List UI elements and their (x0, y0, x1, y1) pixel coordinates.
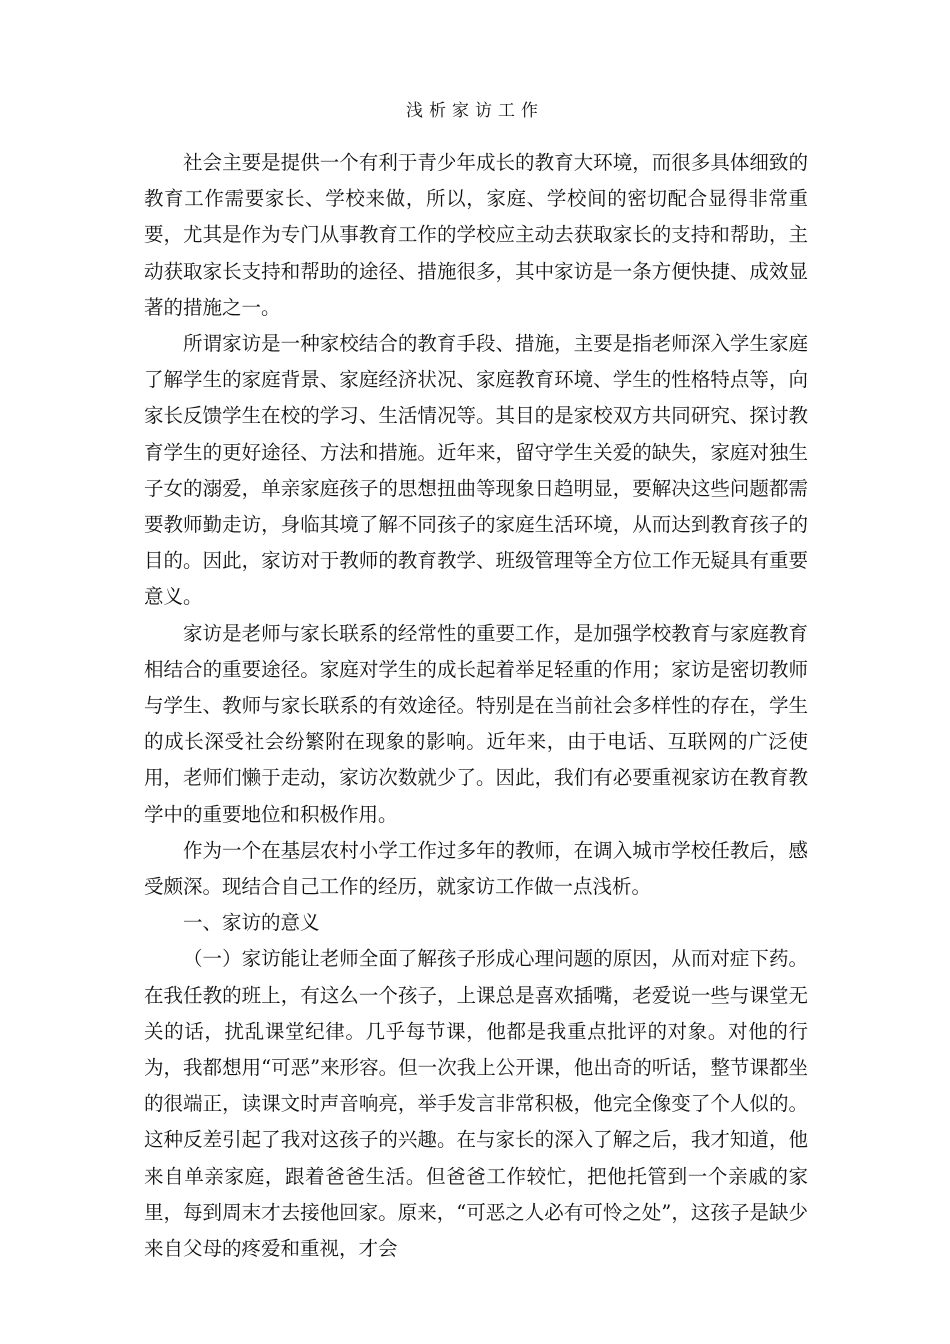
paragraph-intro: 社会主要是提供一个有利于青少年成长的教育大环境，而很多具体细致的教育工作需要家长、学校来做，所以，家庭、学校间的密切配合显得非常重要，尤其是作为专门从事教育工作的学校应主动去获取家长的支持和帮助，主动获取家长支持和帮助的途径、措施很多，其中家访是一条方便快捷、成效显著的措施之一。 (144, 151, 808, 319)
document-title: 浅析家访工作 (406, 101, 544, 121)
paragraph-author-context: 作为一个在基层农村小学工作过多年的教师，在调入城市学校任教后，感受颇深。现结合自己工作的经历，就家访工作做一点浅析。 (144, 838, 808, 899)
document-body (144, 145, 808, 1267)
paragraph-definition: 所谓家访是一种家校结合的教育手段、措施，主要是指老师深入学生家庭了解学生的家庭背景、家庭经济状况、家庭教育环境、学生的性格特点等，向家长反馈学生在校的学习、生活情况等。其目的是家校双方共同研究、探讨教育学生的更好途径、方法和措施。近年来，留守学生关爱的缺失，家庭对独生子女的溺爱，单亲家庭孩子的思想扭曲等现象日趋明显，要解决这些问题都需要教师勤走访，身临其境了解不同孩子的家庭生活环境，从而达到教育孩子的目的。因此，家访对于教师的教育教学、班级管理等全方位工作无疑具有重要意义。 (144, 332, 808, 609)
paragraph-importance: 家访是老师与家长联系的经常性的重要工作，是加强学校教育与家庭教育相结合的重要途径。家庭对学生的成长起着举足轻重的作用；家访是密切教师与学生、教师与家长联系的有效途径。特别是在当前社会多样性的存在，学生的成长深受社会纷繁附在现象的影响。近年来，由于电话、互联网的广泛使用，老师们懒于走动，家访次数就少了。因此，我们有必要重视家访在教育教学中的重要地位和积极作用。 (144, 621, 808, 826)
paragraph-point-one: （一）家访能让老师全面了解孩子形成心理问题的原因，从而对症下药。在我任教的班上，有这么一个孩子，上课总是喜欢插嘴，老爱说一些与课堂无关的话，扰乱课堂纪律。几乎每节课，他都是我重点批评的对象。对他的行为，我都想用“可恶”来形容。但一次我上公开课，他出奇的听话，整节课都坐的很端正，读课文时声音响亮，举手发言非常积极，他完全像变了个人似的。这种反差引起了我对这孩子的兴趣。在与家长的深入了解之后，我才知道，他来自单亲家庭，跟着爸爸生活。但爸爸工作较忙，把他托管到一个亲戚的家里，每到周末才去接他回家。原来，“可恶之人必有可怜之处”，这孩子是缺少来自父母的疼爱和重视，才会 (144, 947, 808, 1261)
section-heading-meaning: 一、家访的意义 (183, 911, 320, 935)
